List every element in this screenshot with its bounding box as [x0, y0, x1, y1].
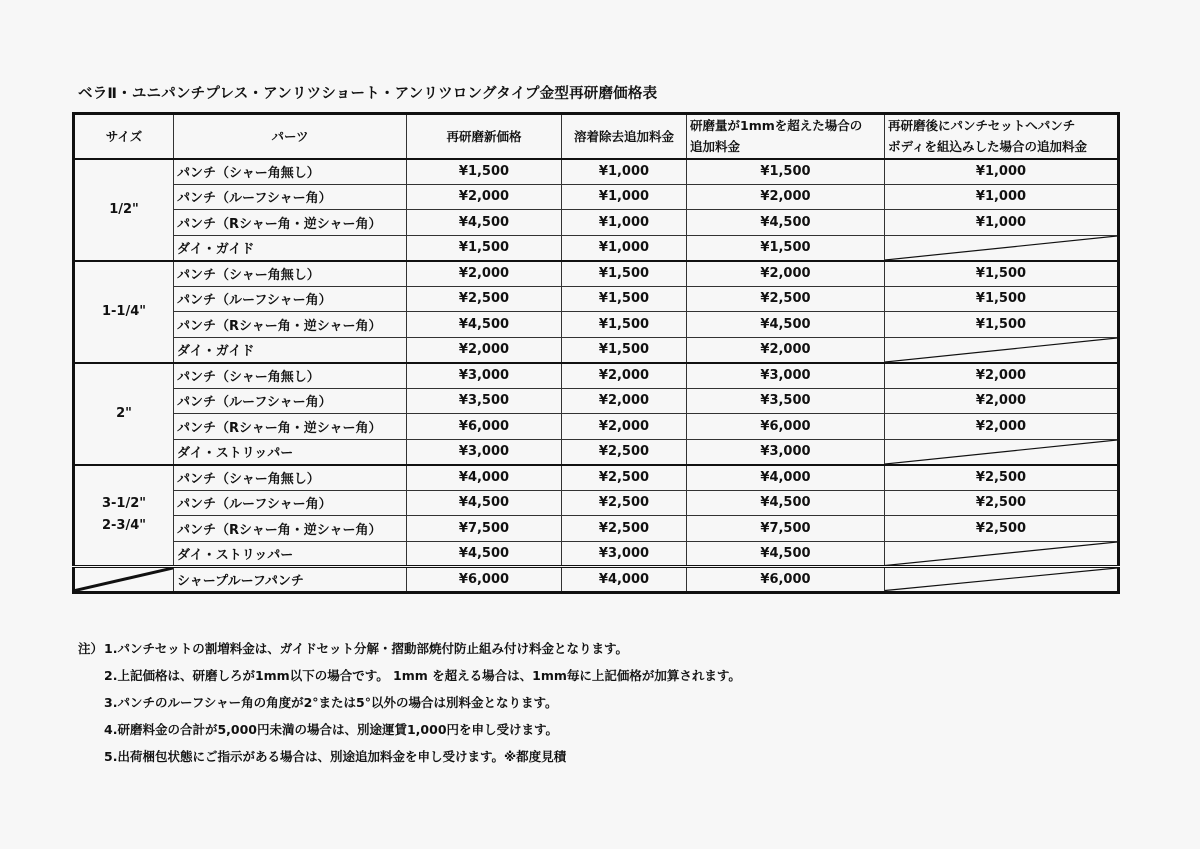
over-1mm-fee: ¥6,000: [687, 414, 885, 440]
assembly-fee: ¥2,500: [885, 465, 1119, 491]
table-row: [74, 516, 1119, 542]
new-price: ¥4,500: [407, 490, 562, 516]
table-row: [74, 465, 1119, 491]
over-1mm-fee: ¥3,000: [687, 363, 885, 389]
part-name: シャープルーフパンチ: [174, 567, 407, 593]
new-price: ¥3,000: [407, 439, 562, 465]
weld-removal-fee: ¥2,500: [562, 439, 687, 465]
table-header-row: [74, 114, 1119, 159]
weld-removal-fee: ¥1,000: [562, 184, 687, 210]
weld-removal-fee: ¥2,000: [562, 363, 687, 389]
table-row: [74, 261, 1119, 287]
size-label-secondary: 2-3/4": [101, 518, 147, 534]
size-label: 1-1/4": [101, 303, 147, 319]
weld-removal-fee: ¥1,000: [562, 210, 687, 236]
size-label: 2": [116, 405, 132, 421]
over-1mm-fee: ¥1,500: [687, 235, 885, 261]
assembly-fee: ¥2,000: [885, 414, 1119, 440]
header-assembly-line2: ボディを組込みした場合の追加料金: [888, 139, 1088, 155]
note-item: 4.研磨料金の合計が5,000円未満の場合は、別途運賃1,000円を申し受けます。: [104, 722, 559, 737]
new-price: ¥4,500: [407, 210, 562, 236]
notes-section: [78, 640, 741, 775]
header-parts: パーツ: [174, 114, 407, 159]
over-1mm-fee: ¥3,500: [687, 388, 885, 414]
size-cell: [74, 159, 174, 261]
part-name: ダイ・ストリッパー: [174, 439, 407, 465]
diagonal-slash-icon: [885, 440, 1117, 464]
table-row-sharp-roof: [74, 567, 1119, 593]
assembly-fee-na: [885, 567, 1119, 593]
header-size: サイズ: [74, 114, 174, 159]
part-name: パンチ（Rシャー角・逆シャー角）: [174, 516, 407, 542]
new-price: ¥2,000: [407, 261, 562, 287]
new-price: ¥1,500: [407, 235, 562, 261]
table-row: [74, 337, 1119, 363]
new-price: ¥6,000: [407, 414, 562, 440]
new-price: ¥4,000: [407, 465, 562, 491]
assembly-fee: ¥2,500: [885, 490, 1119, 516]
new-price: ¥1,500: [407, 159, 562, 185]
weld-removal-fee: ¥2,000: [562, 414, 687, 440]
over-1mm-fee: ¥4,500: [687, 210, 885, 236]
size-cell: [74, 363, 174, 465]
part-name: パンチ（シャー角無し）: [174, 159, 407, 185]
new-price: ¥2,000: [407, 337, 562, 363]
table-row: [74, 184, 1119, 210]
table-row: [74, 388, 1119, 414]
assembly-fee: ¥1,500: [885, 261, 1119, 287]
header-over-1mm: [687, 114, 885, 159]
part-name: パンチ（ルーフシャー角）: [174, 184, 407, 210]
part-name: パンチ（シャー角無し）: [174, 261, 407, 287]
part-name: ダイ・ガイド: [174, 235, 407, 261]
table-row: [74, 312, 1119, 338]
over-1mm-fee: ¥2,000: [687, 261, 885, 287]
weld-removal-fee: ¥2,500: [562, 465, 687, 491]
weld-removal-fee: ¥3,000: [562, 541, 687, 567]
new-price: ¥3,000: [407, 363, 562, 389]
over-1mm-fee: ¥3,000: [687, 439, 885, 465]
header-assembly-line1: 再研磨後にパンチセットへパンチ: [888, 118, 1076, 134]
header-assembly: [885, 114, 1119, 159]
note-item: 2.上記価格は、研磨しろが1mm以下の場合です。 1mm を超える場合は、1mm毎に上記価格が加算されます。: [104, 668, 741, 683]
diagonal-slash-icon: [885, 236, 1117, 260]
weld-removal-fee: ¥1,500: [562, 286, 687, 312]
note-item: 3.パンチのルーフシャー角の角度が2°または5°以外の場合は別料金となります。: [104, 695, 558, 710]
new-price: ¥3,500: [407, 388, 562, 414]
note-item: [78, 640, 741, 667]
assembly-fee: ¥1,000: [885, 184, 1119, 210]
weld-removal-fee: ¥1,000: [562, 159, 687, 185]
note-item: 5.出荷梱包状態にご指示がある場合は、別途追加料金を申し受けます。※都度見積: [104, 749, 567, 764]
size-label: 1/2": [109, 201, 139, 217]
size-label: 3-1/2": [101, 496, 147, 512]
assembly-fee: ¥1,000: [885, 159, 1119, 185]
over-1mm-fee: ¥4,000: [687, 465, 885, 491]
header-new-price: 再研磨新価格: [407, 114, 562, 159]
table-row: [74, 286, 1119, 312]
weld-removal-fee: ¥1,500: [562, 337, 687, 363]
note-prefix: 注）: [78, 641, 104, 656]
over-1mm-fee: ¥7,500: [687, 516, 885, 542]
over-1mm-fee: ¥4,500: [687, 490, 885, 516]
weld-removal-fee: ¥2,500: [562, 490, 687, 516]
new-price: ¥4,500: [407, 541, 562, 567]
new-price: ¥6,000: [407, 567, 562, 593]
weld-removal-fee: ¥2,500: [562, 516, 687, 542]
table-row: [74, 541, 1119, 567]
new-price: ¥7,500: [407, 516, 562, 542]
assembly-fee: ¥2,000: [885, 363, 1119, 389]
assembly-fee: ¥2,500: [885, 516, 1119, 542]
table-row: [74, 490, 1119, 516]
part-name: パンチ（シャー角無し）: [174, 363, 407, 389]
assembly-fee-na: [885, 439, 1119, 465]
diagonal-slash-icon: [885, 568, 1117, 591]
header-over-1mm-line1: 研磨量が1mmを超えた場合の: [690, 118, 863, 134]
price-table: [72, 112, 1120, 594]
part-name: ダイ・ガイド: [174, 337, 407, 363]
header-over-1mm-line2: 追加料金: [690, 139, 741, 155]
assembly-fee: ¥1,500: [885, 286, 1119, 312]
diagonal-slash-icon: [885, 338, 1117, 362]
header-weld-removal: 溶着除去追加料金: [562, 114, 687, 159]
weld-removal-fee: ¥4,000: [562, 567, 687, 593]
assembly-fee: ¥1,000: [885, 210, 1119, 236]
table-row: [74, 159, 1119, 185]
over-1mm-fee: ¥4,500: [687, 541, 885, 567]
assembly-fee-na: [885, 541, 1119, 567]
part-name: パンチ（ルーフシャー角）: [174, 286, 407, 312]
weld-removal-fee: ¥2,000: [562, 388, 687, 414]
page-title: ベラⅡ・ユニパンチプレス・アンリツショート・アンリツロングタイプ金型再研磨価格表: [78, 86, 658, 102]
weld-removal-fee: ¥1,500: [562, 261, 687, 287]
assembly-fee-na: [885, 337, 1119, 363]
diagonal-slash-icon: [75, 568, 173, 591]
over-1mm-fee: ¥2,000: [687, 337, 885, 363]
part-name: パンチ（Rシャー角・逆シャー角）: [174, 210, 407, 236]
size-cell-na: [74, 567, 174, 593]
new-price: ¥2,500: [407, 286, 562, 312]
table-row: [74, 235, 1119, 261]
diagonal-slash-icon: [885, 542, 1117, 566]
weld-removal-fee: ¥1,500: [562, 312, 687, 338]
table-row: [74, 439, 1119, 465]
over-1mm-fee: ¥1,500: [687, 159, 885, 185]
assembly-fee: ¥1,500: [885, 312, 1119, 338]
part-name: パンチ（ルーフシャー角）: [174, 388, 407, 414]
over-1mm-fee: ¥2,500: [687, 286, 885, 312]
table-row: [74, 363, 1119, 389]
part-name: ダイ・ストリッパー: [174, 541, 407, 567]
table-row: [74, 414, 1119, 440]
new-price: ¥4,500: [407, 312, 562, 338]
size-cell: [74, 261, 174, 363]
new-price: ¥2,000: [407, 184, 562, 210]
part-name: パンチ（ルーフシャー角）: [174, 490, 407, 516]
part-name: パンチ（シャー角無し）: [174, 465, 407, 491]
note-text: 1.パンチセットの割増料金は、ガイドセット分解・摺動部焼付防止組み付け料金となります。: [104, 641, 628, 656]
part-name: パンチ（Rシャー角・逆シャー角）: [174, 414, 407, 440]
assembly-fee: ¥2,000: [885, 388, 1119, 414]
over-1mm-fee: ¥4,500: [687, 312, 885, 338]
over-1mm-fee: ¥6,000: [687, 567, 885, 593]
weld-removal-fee: ¥1,000: [562, 235, 687, 261]
assembly-fee-na: [885, 235, 1119, 261]
over-1mm-fee: ¥2,000: [687, 184, 885, 210]
size-cell: [74, 465, 174, 567]
part-name: パンチ（Rシャー角・逆シャー角）: [174, 312, 407, 338]
table-row: [74, 210, 1119, 236]
